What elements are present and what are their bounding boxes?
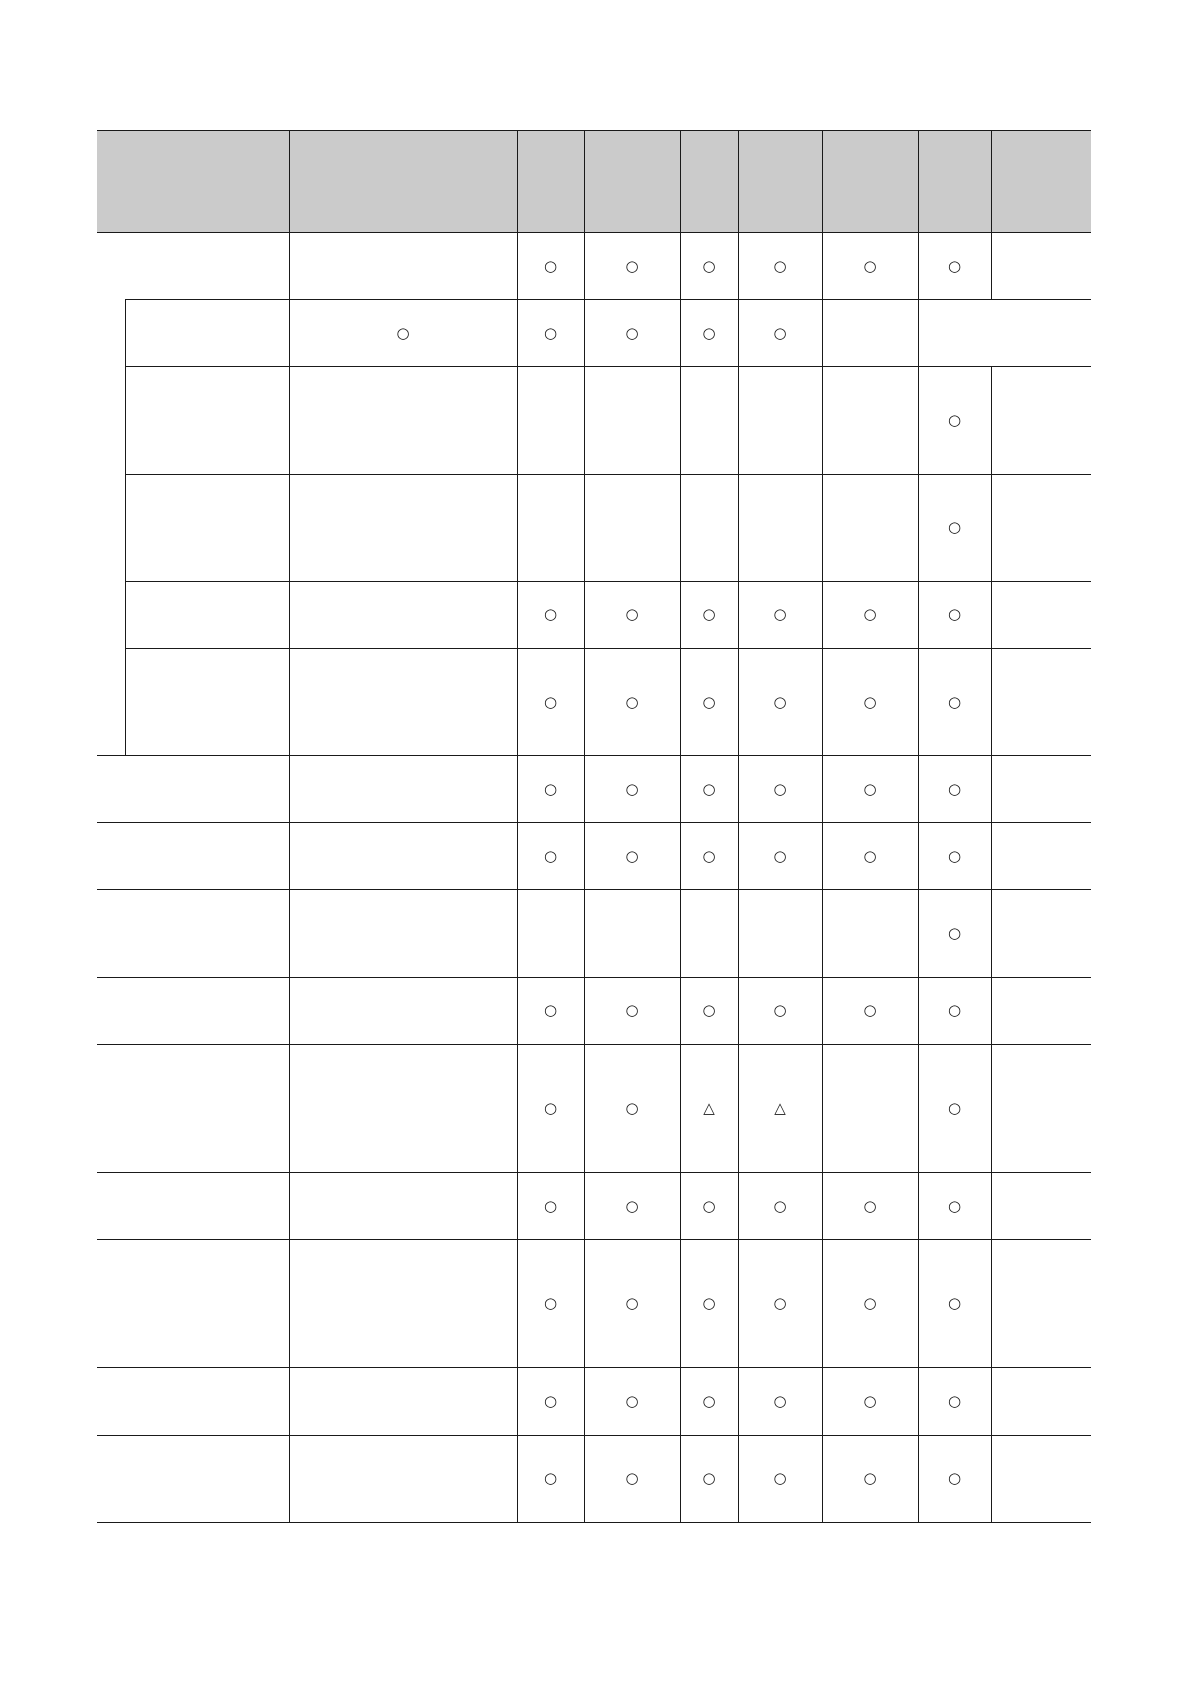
support-mark: ○ [918,648,991,755]
row-label [97,756,289,823]
row-description [289,581,517,648]
row-description [289,756,517,823]
support-mark: ○ [680,1173,738,1240]
support-mark [918,300,991,367]
row-label [125,648,289,755]
support-mark: ○ [517,756,584,823]
support-mark [738,474,822,581]
indent-spacer [97,300,125,756]
support-mark: ○ [738,581,822,648]
table-row [97,1435,1091,1522]
support-mark: ○ [918,756,991,823]
support-mark [738,367,822,474]
support-mark: ○ [517,1240,584,1368]
support-mark: ○ [517,1368,584,1435]
header-cell [991,131,1091,233]
row-label [97,1044,289,1172]
support-mark: ○ [584,1173,680,1240]
support-mark: ○ [738,1173,822,1240]
support-mark [517,367,584,474]
support-mark: ○ [918,977,991,1044]
compatibility-table [97,130,1091,1523]
support-mark [991,233,1091,300]
row-description [289,1173,517,1240]
support-mark [738,890,822,977]
support-mark: ○ [738,823,822,890]
row-description [289,890,517,977]
support-mark: ○ [584,648,680,755]
support-mark [991,823,1091,890]
support-mark: ○ [822,1368,918,1435]
row-label [97,1173,289,1240]
row-description [289,1044,517,1172]
support-mark: ○ [822,581,918,648]
row-description [289,977,517,1044]
row-description [289,367,517,474]
support-mark [991,367,1091,474]
support-mark: ○ [822,648,918,755]
row-label [125,300,289,367]
support-mark [822,367,918,474]
support-mark: ○ [822,1173,918,1240]
row-label [97,823,289,890]
row-description [289,1435,517,1522]
table-row [97,300,1091,367]
table-row [97,233,1091,300]
support-mark [584,890,680,977]
support-mark: ○ [918,890,991,977]
table-row [97,1368,1091,1435]
row-description [289,1240,517,1368]
support-mark [991,1173,1091,1240]
support-mark: ○ [918,1173,991,1240]
row-label [97,1368,289,1435]
support-mark [517,890,584,977]
support-mark: ○ [680,823,738,890]
support-mark: ○ [738,648,822,755]
support-mark: ○ [680,581,738,648]
support-mark: ○ [517,233,584,300]
support-mark: ○ [584,1435,680,1522]
support-mark: ○ [680,977,738,1044]
support-mark: ○ [822,233,918,300]
support-mark [584,474,680,581]
support-mark: ○ [738,1435,822,1522]
support-mark: ○ [738,756,822,823]
support-mark: ○ [517,1435,584,1522]
support-mark: ○ [918,233,991,300]
row-label [125,367,289,474]
support-mark [680,474,738,581]
row-label [97,1435,289,1522]
support-mark [822,300,918,367]
table-row [97,474,1091,581]
header-cell [680,131,738,233]
support-mark: ○ [584,823,680,890]
header-cell [738,131,822,233]
support-mark: ○ [738,977,822,1044]
support-mark: ○ [680,1240,738,1368]
support-mark [991,1044,1091,1172]
support-mark: ○ [680,756,738,823]
table-row [97,756,1091,823]
header-cell [289,131,517,233]
header-cell [517,131,584,233]
support-mark: ○ [584,1240,680,1368]
support-mark [822,474,918,581]
support-mark [991,890,1091,977]
header-row [97,131,1091,233]
support-mark: ○ [517,977,584,1044]
support-mark: ○ [918,823,991,890]
support-mark: ○ [738,233,822,300]
support-mark [822,1044,918,1172]
support-mark [517,474,584,581]
support-mark: ○ [517,581,584,648]
support-mark: ○ [517,1173,584,1240]
row-description [289,474,517,581]
support-mark: ○ [822,823,918,890]
support-mark [991,1435,1091,1522]
support-mark: ○ [517,648,584,755]
row-label [97,1240,289,1368]
row-description [289,648,517,755]
support-mark [584,367,680,474]
support-mark: ○ [918,1435,991,1522]
support-mark: △ [680,1044,738,1172]
row-description [289,1368,517,1435]
support-mark: △ [738,1044,822,1172]
support-mark [991,756,1091,823]
table-row [97,1240,1091,1368]
support-mark: ○ [289,300,517,367]
support-mark: ○ [918,367,991,474]
support-mark: ○ [584,1044,680,1172]
support-mark: ○ [822,1240,918,1368]
support-mark: ○ [680,1368,738,1435]
table-row [97,890,1091,977]
support-mark: ○ [517,300,584,367]
support-mark: ○ [738,1368,822,1435]
support-mark: ○ [584,300,680,367]
support-mark: ○ [822,756,918,823]
table-row [97,648,1091,755]
support-mark: ○ [584,977,680,1044]
support-mark: ○ [918,1044,991,1172]
support-mark [822,890,918,977]
support-mark: ○ [918,1368,991,1435]
header-cell [918,131,991,233]
support-mark [680,367,738,474]
row-label [125,581,289,648]
support-mark: ○ [918,1240,991,1368]
header-cell [97,131,289,233]
support-mark: ○ [738,300,822,367]
support-mark [991,648,1091,755]
row-description [289,233,517,300]
support-mark: ○ [822,1435,918,1522]
support-mark: ○ [918,474,991,581]
support-mark: ○ [680,1435,738,1522]
support-mark [991,474,1091,581]
support-mark: ○ [822,977,918,1044]
support-mark [991,977,1091,1044]
header-cell [584,131,680,233]
support-mark: ○ [584,233,680,300]
header-cell [822,131,918,233]
support-mark: ○ [738,1240,822,1368]
table-row [97,581,1091,648]
support-mark: ○ [680,648,738,755]
table-row [97,977,1091,1044]
support-mark [680,890,738,977]
support-mark: ○ [584,581,680,648]
support-mark: ○ [680,233,738,300]
row-label [97,977,289,1044]
support-mark [991,1240,1091,1368]
row-label [97,233,289,300]
support-mark: ○ [584,756,680,823]
row-description [289,823,517,890]
support-mark: ○ [584,1368,680,1435]
row-label [125,474,289,581]
row-label [97,890,289,977]
table-row [97,1044,1091,1172]
table-row [97,1173,1091,1240]
support-mark: ○ [517,823,584,890]
support-mark: ○ [517,1044,584,1172]
table-row [97,823,1091,890]
support-mark: ○ [680,300,738,367]
support-mark [991,581,1091,648]
table-row [97,367,1091,474]
support-mark [991,1368,1091,1435]
support-mark: ○ [918,581,991,648]
